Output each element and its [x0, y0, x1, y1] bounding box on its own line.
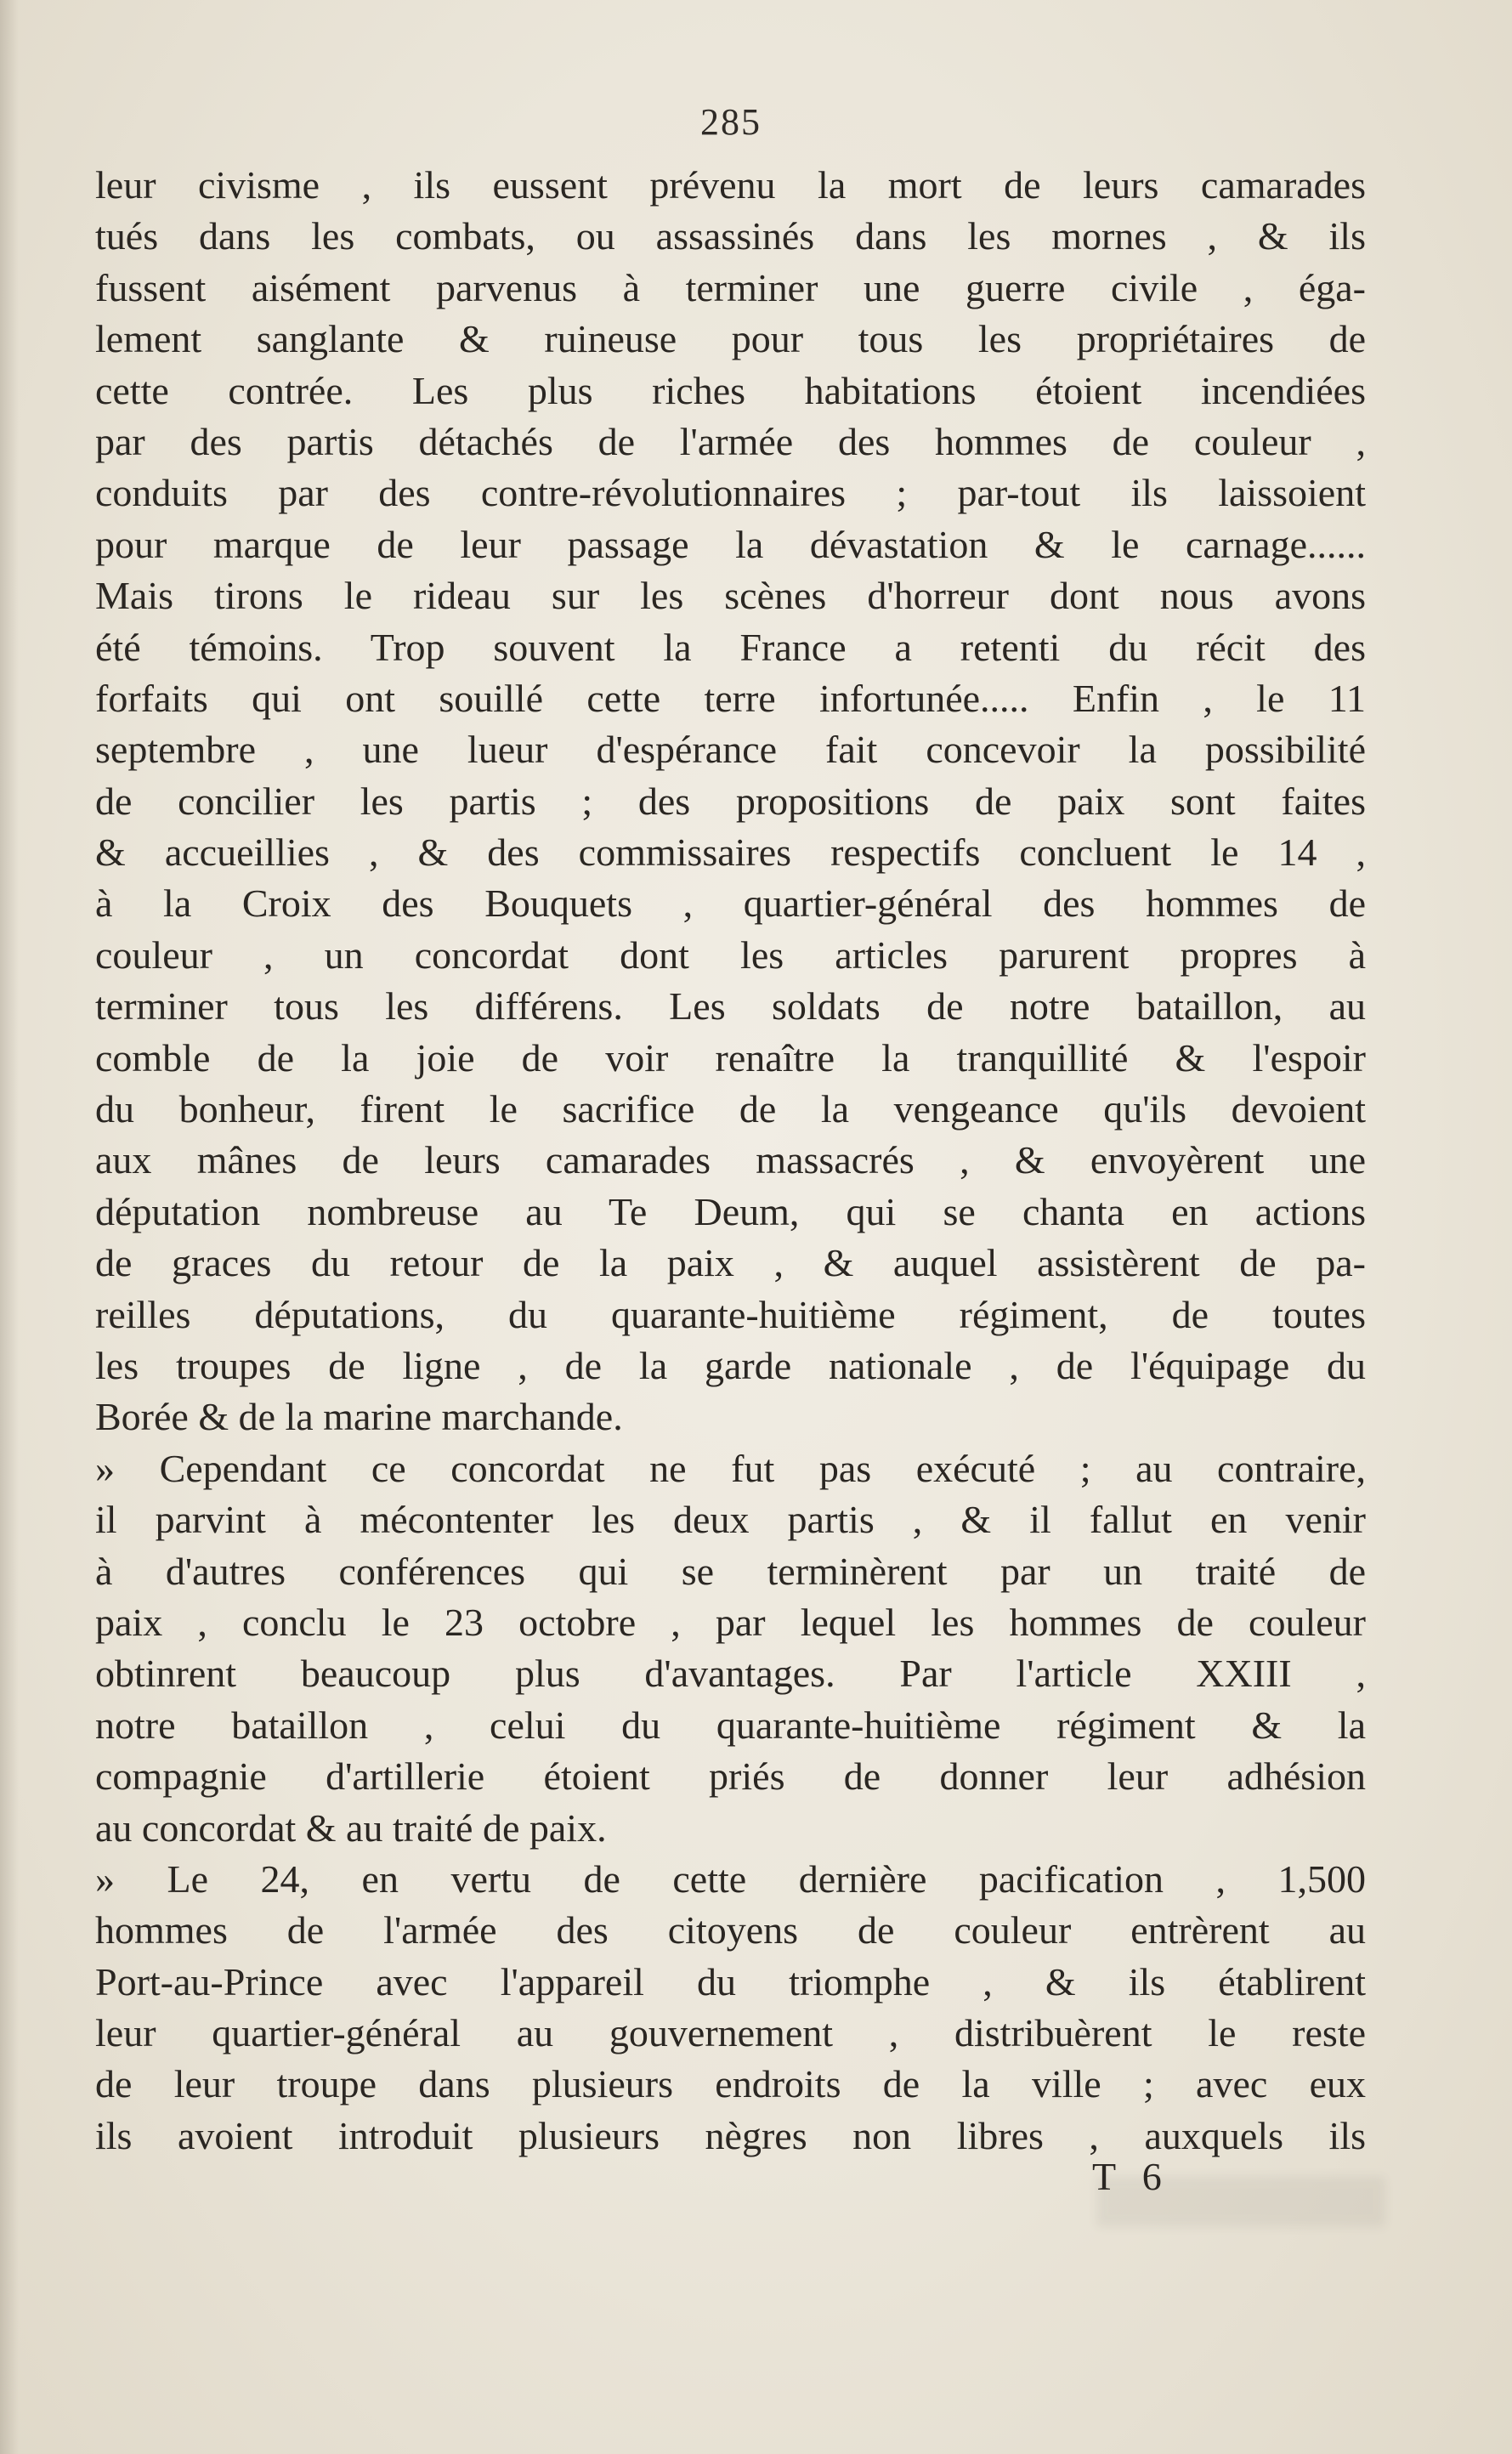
text-line: terminer tous les différens. Les soldats de notre bataillon, au: [95, 984, 1366, 1029]
text-line: leur civisme , ils eussent prévenu la mort de leurs camarades: [95, 163, 1366, 207]
text-line: Mais tirons le rideau sur les scènes d'horreur dont nous avons: [95, 574, 1366, 618]
text-line: notre bataillon , celui du quarante-huitième régiment & la: [95, 1703, 1366, 1747]
text-line: fussent aisément parvenus à terminer une guerre civile , éga-: [95, 265, 1366, 309]
text-line: à la Croix des Bouquets , quartier-général des hommes de: [95, 881, 1366, 926]
text-line: lement sanglante & ruineuse pour tous les propriétaires de: [95, 317, 1366, 361]
text-line: été témoins. Trop souvent la France a retenti du récit des: [95, 625, 1366, 669]
text-line: & accueillies , & des commissaires respectifs concluent le 14 ,: [95, 830, 1366, 875]
text-line: forfaits qui ont souillé cette terre infortunée..... Enfin , le 11: [95, 676, 1366, 720]
text-line: leur quartier-général au gouvernement , distribuèrent le reste: [95, 2011, 1366, 2055]
text-line: pour marque de leur passage la dévastation & le carnage......: [95, 522, 1366, 566]
text-line: obtinrent beaucoup plus d'avantages. Par l'article XXIII ,: [95, 1652, 1366, 1696]
text-line: par des partis détachés de l'armée des hommes de couleur ,: [95, 419, 1366, 463]
text-line: du bonheur, firent le sacrifice de la vengeance qu'ils devoient: [95, 1087, 1366, 1131]
text-line: les troupes de ligne , de la garde nationale , de l'équipage du: [95, 1343, 1366, 1387]
page-gutter-shadow: [0, 0, 19, 2454]
text-line: conduits par des contre-révolutionnaires ; par-tout ils laissoient: [95, 471, 1366, 515]
signature-mark: T 6: [1092, 2155, 1170, 2198]
text-line: à d'autres conférences qui se terminèrent par un traité de: [95, 1549, 1366, 1593]
text-line: cette contrée. Les plus riches habitations étoient incendiées: [95, 368, 1366, 412]
text-line: hommes de l'armée des citoyens de couleur entrèrent au: [95, 1908, 1366, 1952]
text-line: Port-au-Prince avec l'appareil du triomphe , & ils établirent: [95, 1959, 1366, 2003]
text-line: Borée & de la marine marchande.: [95, 1395, 623, 1439]
text-line: comble de la joie de voir renaître la tranquillité & l'espoir: [95, 1035, 1366, 1080]
text-line: » Cependant ce concordat ne fut pas exécuté ; au contraire,: [95, 1446, 1366, 1490]
text-line: tués dans les combats, ou assassinés dans les mornes , & ils: [95, 214, 1366, 258]
text-line: aux mânes de leurs camarades massacrés , & envoyèrent une: [95, 1138, 1366, 1182]
text-line: paix , conclu le 23 octobre , par lequel les hommes de couleur: [95, 1600, 1366, 1644]
text-line: de leur troupe dans plusieurs endroits de la ville ; avec eux: [95, 2062, 1366, 2106]
text-line: ils avoient introduit plusieurs nègres non libres , auxquels ils: [95, 2113, 1366, 2157]
text-line: » Le 24, en vertu de cette dernière pacification , 1,500: [95, 1856, 1366, 1901]
text-line: au concordat & au traité de paix.: [95, 1805, 607, 1850]
text-line: il parvint à mécontenter les deux partis , & il fallut en venir: [95, 1498, 1366, 1542]
text-line: députation nombreuse au Te Deum, qui se chanta en actions: [95, 1189, 1366, 1233]
text-line: compagnie d'artillerie étoient priés de donner leur adhésion: [95, 1754, 1366, 1799]
text-line: couleur , un concordat dont les articles parurent propres à: [95, 932, 1366, 977]
body-text: [95, 160, 1366, 2162]
text-line: de graces du retour de la paix , & auquel assistèrent de pa-: [95, 1241, 1366, 1285]
text-line: septembre , une lueur d'espérance fait concevoir la possibilité: [95, 728, 1366, 772]
text-line: de concilier les partis ; des propositions de paix sont faites: [95, 779, 1366, 823]
page-number: 285: [700, 101, 762, 143]
text-line: reilles députations, du quarante-huitième régiment, de toutes: [95, 1292, 1366, 1336]
